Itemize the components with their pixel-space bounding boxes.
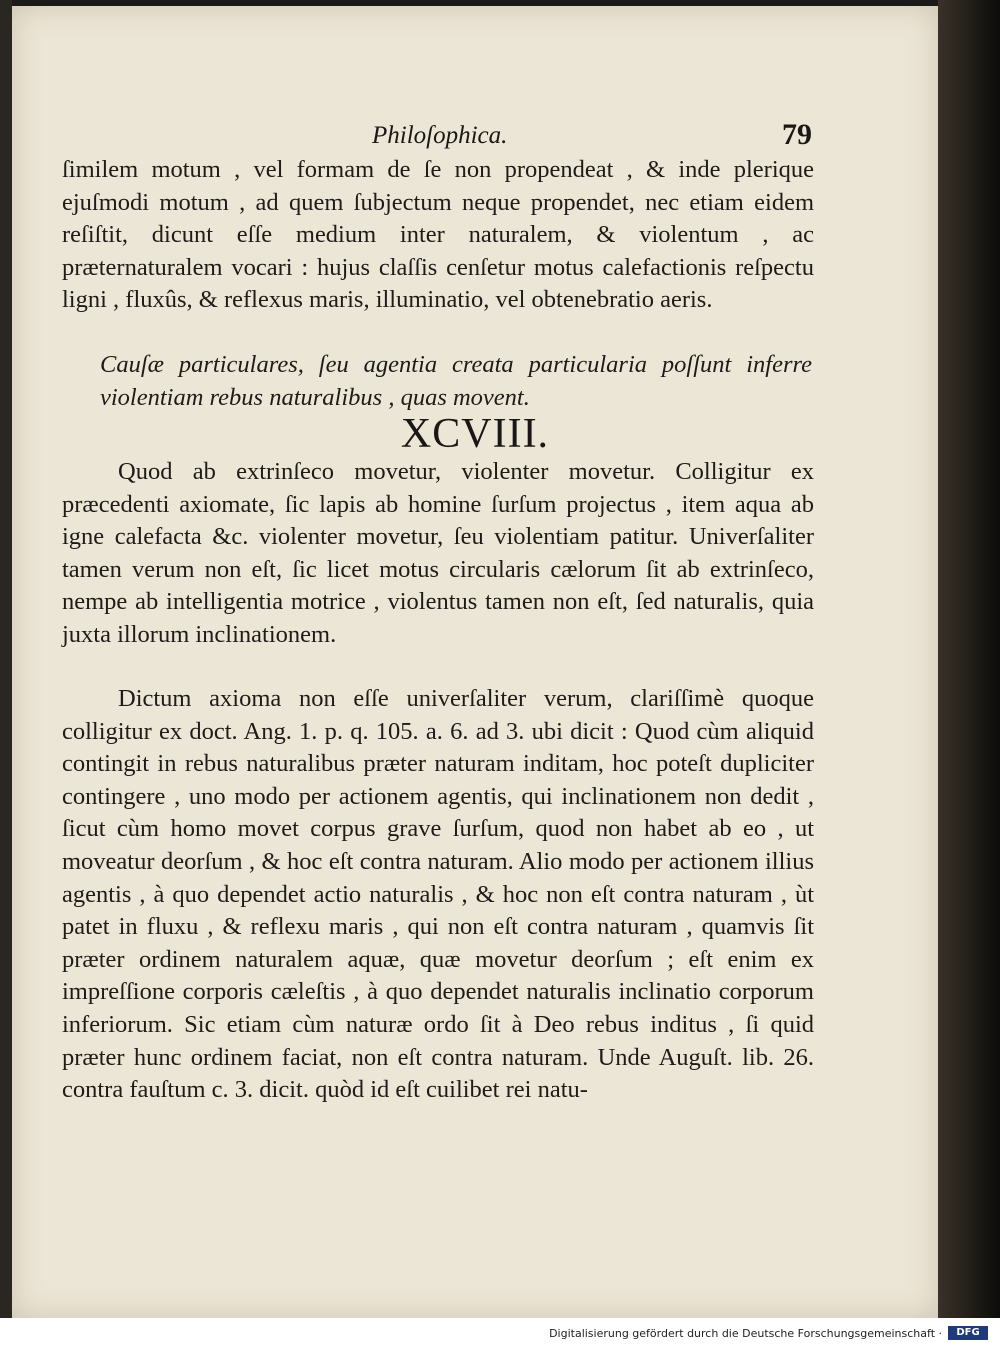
- page-header: [12, 114, 938, 154]
- footer-credit: Digitalisierung gefördert durch die Deutsche Forschungsgemeinschaft ·: [549, 1327, 942, 1340]
- dfg-logo: DFG: [948, 1326, 988, 1340]
- paragraph-text: ſimilem motum , vel formam de ſe non propendeat , & inde plerique ejuſmodi motum , ad quem ſubjectum neque propendet, nec etiam eidem reſiſtit, dicunt eſſe medium inter naturalem, & violentum , ac præternaturalem vocari : hujus claſſis cenſetur motus calefactionis reſpectu ligni , fluxûs, & reflexus maris, illuminatio, vel obtenebratio aeris.: [62, 156, 814, 314]
- page-edge-shadow: [938, 0, 1000, 1318]
- body-paragraph-2: [62, 456, 814, 652]
- body-paragraph-3: [62, 683, 814, 1107]
- footer-bar: [0, 1318, 1000, 1359]
- body-paragraph-1: [62, 154, 814, 317]
- paragraph-text: Quod ab extrinſeco movetur, violenter movetur. Colligitur ex præcedenti axiomate, ſic lapis ab homine ſurſum projectus , item aqua ab igne calefacta &c. violenter movetur, ſeu violentiam patitur. Univerſaliter tamen verum non eſt, ſic licet motus circularis cælorum ſit ab extrinſeco, nempe ab intelligentia motrice , violentus tamen non eſt, ſed naturalis, quia juxta illorum inclinationem.: [62, 458, 814, 648]
- axiom-text: Cauſæ particulares, ſeu agentia creata particularia poſſunt inferre violentiam rebus naturalibus , quas movent.: [100, 351, 812, 411]
- paragraph-text: Dictum axioma non eſſe univerſaliter verum, clariſſimè quoque colligitur ex doct. Ang. 1. p. q. 105. a. 6. ad 3. ubi dicit : Quod cùm aliquid contingit in rebus naturalibus præter naturam inditam, hoc poteſt dupliciter contingere , uno modo per actionem agentis, qui inclinationem non dedit , ſicut cùm homo movet corpus grave ſurſum, quod non habet ab eo , ut moveatur deorſum , & hoc eſt contra naturam. Alio modo per actionem illius agentis , à quo dependet actio naturalis , & hoc non eſt contra naturam , ùt patet in fluxu , & reflexu maris , qui non eſt contra naturam , quamvis ſit præter ordinem naturalem aquæ, quæ movetur deorſum ; eſt enim ex impreſſione corporis cæleſtis , à quo dependet naturalis inclinatio corporum inferiorum. Sic etiam cùm naturæ ordo ſit à Deo rebus inditus , ſi quid præter hunc ordinem faciat, non eſt contra naturam. Unde Auguſt. lib. 26. contra fauſtum c. 3. dicit. quòd id eſt cuilibet rei natu-: [62, 685, 814, 1104]
- book-page: [12, 6, 938, 1318]
- axiom-statement: [100, 349, 812, 414]
- page-number: 79: [782, 118, 812, 151]
- section-heading: XCVIII.: [400, 411, 550, 457]
- running-title: Philoſophica.: [372, 122, 508, 149]
- book-spine: [0, 0, 12, 1318]
